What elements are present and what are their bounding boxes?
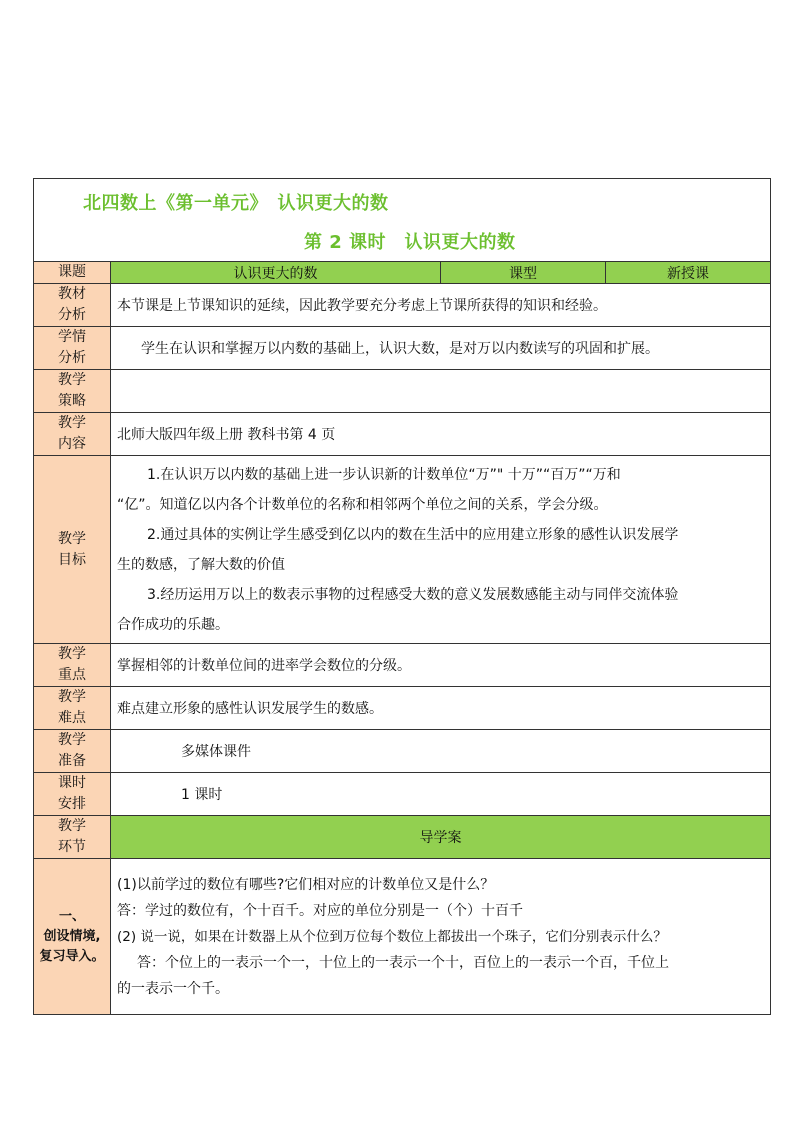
- lesson-plan-table: [33, 178, 771, 1015]
- content-label: 教学 内容: [34, 413, 111, 456]
- strategy-label: 教学 策略: [34, 370, 111, 413]
- objective-line: 1.在认识万以内数的基础上进一步认识新的计数单位“万”" 十万”“百万”“万和: [147, 466, 621, 483]
- lesson-title: 第 2 课时 认识更大的数: [304, 232, 516, 253]
- lesson-type-value: 新授课: [606, 262, 771, 284]
- step1-line: 答：个位上的一表示一个一，十位上的一表示一个十，百位上的一表示一个百，千位上: [137, 954, 669, 971]
- segment-label: 教学 环节: [34, 816, 111, 859]
- objective-line: 2.通过具体的实例让学生感受到亿以内的数在生活中的应用建立形象的感性认识发展学: [147, 526, 679, 543]
- title-cell: [34, 179, 771, 262]
- schedule-text: 1 课时: [111, 773, 771, 816]
- difficulty-text: 难点建立形象的感性认识发展学生的数感。: [111, 687, 771, 730]
- objective-line: 合作成功的乐趣。: [117, 616, 229, 633]
- lesson-plan-sheet: [33, 178, 770, 1015]
- step1-line: 答：学过的数位有，个十百千。对应的单位分别是一（个）十百千: [117, 902, 523, 919]
- key-point-text: 掌握相邻的计数单位间的进率学会数位的分级。: [111, 644, 771, 687]
- student-text: 学生在认识和掌握万以内数的基础上，认识大数，是对万以内数读写的巩固和扩展。: [111, 327, 771, 370]
- objective-line: “亿”。知道亿以内各个计数单位的名称和相邻两个单位之间的关系，学会分级。: [117, 496, 608, 513]
- objectives-label: 教学 目标: [34, 456, 111, 644]
- step1-line: 的一表示一个千。: [117, 980, 229, 997]
- prep-label: 教学 准备: [34, 730, 111, 773]
- content-text: 北师大版四年级上册 教科书第 4 页: [111, 413, 771, 456]
- strategy-text: [111, 370, 771, 413]
- unit-title: 北四数上《第一单元》 认识更大的数: [83, 193, 389, 214]
- lesson-type-label: 课型: [441, 262, 606, 284]
- material-text: 本节课是上节课知识的延续，因此教学要充分考虑上节课所获得的知识和经验。: [111, 284, 771, 327]
- objective-line: 生的数感，了解大数的价值: [117, 556, 285, 573]
- prep-text: 多媒体课件: [111, 730, 771, 773]
- difficulty-label: 教学 难点: [34, 687, 111, 730]
- topic-label: 课题: [34, 262, 111, 284]
- material-label: 教材 分析: [34, 284, 111, 327]
- step1-line: (1)以前学过的数位有哪些?它们相对应的计数单位又是什么？: [117, 876, 495, 893]
- objective-line: 3.经历运用万以上的数表示事物的过程感受大数的意义发展数感能主动与同伴交流体验: [147, 586, 679, 603]
- step1-line: (2) 说一说，如果在计数器上从个位到万位每个数位上都拔出一个珠子，它们分别表示什么？: [117, 928, 667, 945]
- key-point-label: 教学 重点: [34, 644, 111, 687]
- step1-text: [111, 859, 771, 1015]
- topic-value: 认识更大的数: [111, 262, 441, 284]
- objectives-text: [111, 456, 771, 644]
- student-label: 学情 分析: [34, 327, 111, 370]
- segment-text: 导学案: [111, 816, 771, 859]
- step1-label: 一、 创设情境, 复习导入。: [34, 859, 111, 1015]
- schedule-label: 课时 安排: [34, 773, 111, 816]
